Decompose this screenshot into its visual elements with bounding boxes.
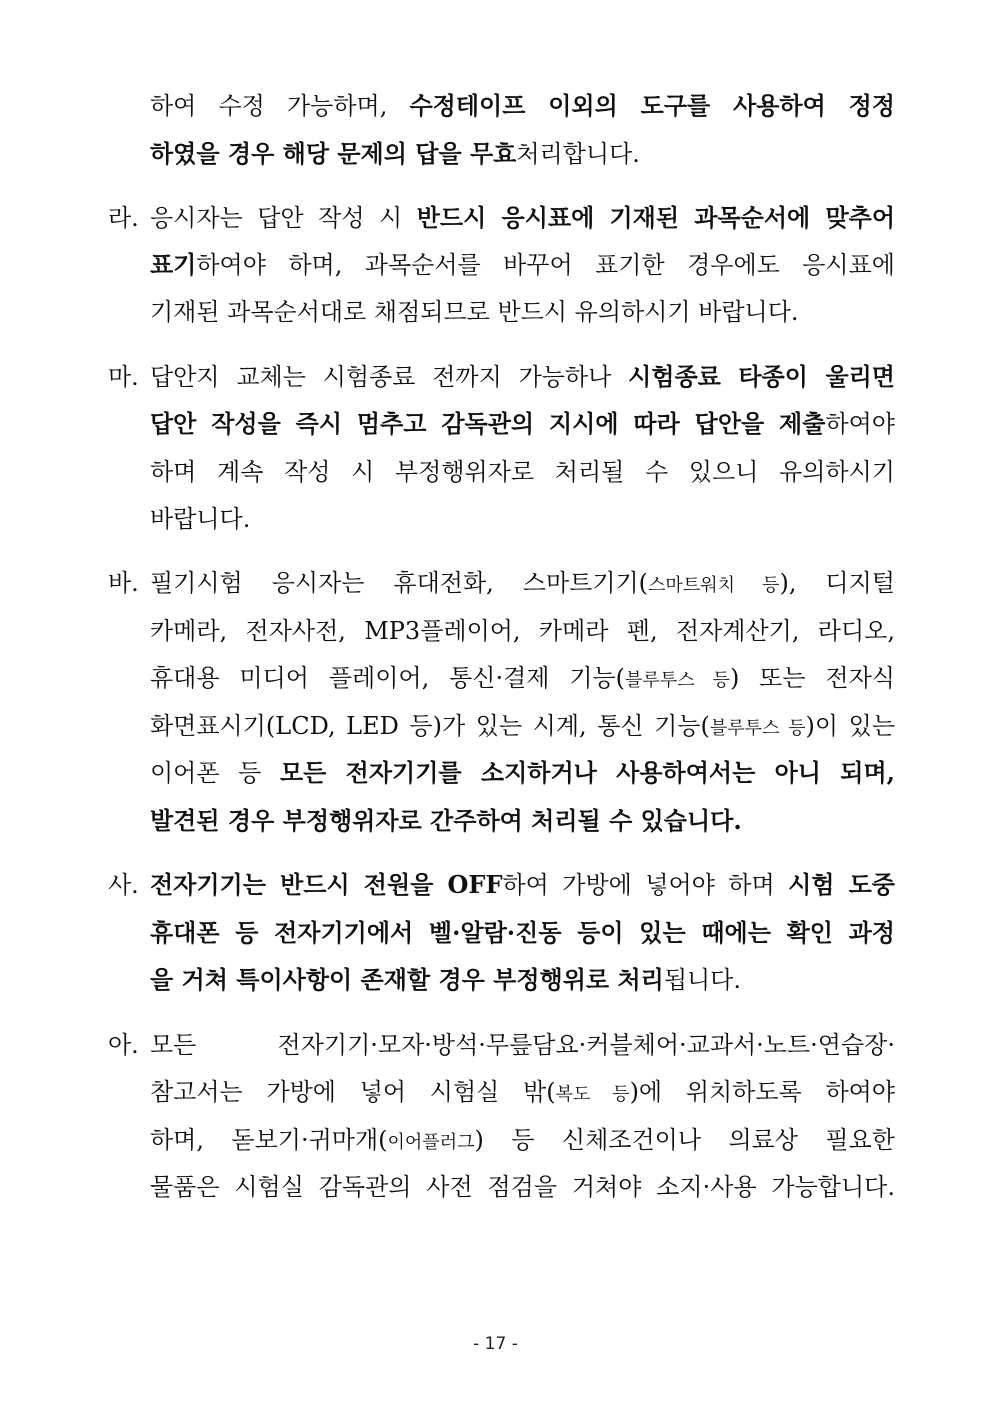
bold-text: 발견된 경우 부정행위자로 간주하여 처리될 수 있습니다. <box>150 806 742 835</box>
item-marker: 라. <box>108 204 139 232</box>
text-line <box>150 917 895 949</box>
bold-text: 시험종료 타종이 울리면 <box>628 362 895 391</box>
item-marker: 바. <box>108 569 139 597</box>
text-run: 하여야 하며, 과목순서를 바꾸어 표기한 경우에도 응시표에 <box>196 251 895 279</box>
item-marker: 사. <box>108 871 139 899</box>
text-run: )에 위치하도록 하여야 <box>629 1078 895 1106</box>
text-line <box>150 1029 895 1061</box>
text-line <box>150 408 895 440</box>
text-run: 하며 계속 작성 시 부정행위자로 처리될 수 있으니 유의하시기 <box>150 458 895 486</box>
bold-text: 휴대폰 등 전자기기에서 벨·알람·진동 등이 있는 때에는 확인 과정 <box>150 918 895 947</box>
text-run: 필기시험 응시자는 휴대전화, 스마트기기( <box>150 569 649 597</box>
text-line <box>150 249 895 281</box>
text-line <box>150 869 895 901</box>
small-text: 블루투스 등 <box>625 670 730 691</box>
bold-text: 모든 전자기기를 소지하거나 사용하여서는 아니 되며, <box>279 758 895 787</box>
text-line <box>150 805 895 837</box>
small-text: 블루투스 등 <box>709 718 806 739</box>
text-run: 답안지 교체는 시험종료 전까지 가능하나 <box>150 363 629 391</box>
text-run: 응시자는 답안 작성 시 <box>150 204 417 232</box>
text-run: 기재된 과목순서대로 채점되므로 반드시 유의하시기 바랍니다. <box>150 298 799 326</box>
bold-text: 전자기기는 반드시 전원을 OFF <box>150 870 503 899</box>
text-run: ) 또는 전자식 <box>729 664 895 692</box>
bold-text: 을 거쳐 특이사항이 존재할 경우 부정행위로 처리 <box>150 965 664 994</box>
text-run: 바랍니다. <box>150 505 251 533</box>
small-text: 복도 등 <box>555 1084 630 1105</box>
bold-text: 답안 작성을 즉시 멈추고 감독관의 지시에 따라 답안을 제출 <box>150 409 826 438</box>
text-run: ) 등 신체조건이나 의료상 필요한 <box>474 1126 895 1154</box>
text-run: 화면표시기(LCD, LED 등)가 있는 시계, 통신 기능( <box>150 712 710 740</box>
text-run: 이어폰 등 <box>150 759 280 787</box>
text-line <box>150 202 895 234</box>
text-run: 처리합니다. <box>516 140 640 168</box>
item-marker: 아. <box>108 1031 139 1059</box>
text-run: 물품은 시험실 감독관의 사전 점검을 거쳐야 소지·사용 가능합니다. <box>150 1173 895 1201</box>
text-run: 하여 수정 가능하며, <box>150 92 410 120</box>
text-line <box>150 710 895 745</box>
text-line <box>150 296 895 328</box>
text-line <box>150 503 895 535</box>
text-line <box>150 662 895 697</box>
text-run: 카메라, 전자사전, MP3플레이어, 카메라 펜, 전자계산기, 라디오, <box>150 617 895 645</box>
small-text: 스마트워치 등 <box>648 575 780 596</box>
text-line <box>150 90 895 122</box>
text-line <box>150 757 895 789</box>
text-run: 휴대용 미디어 플레이어, 통신·결제 기능( <box>150 664 626 692</box>
text-run: 됩니다. <box>663 966 741 994</box>
text-line <box>150 1171 895 1203</box>
text-run: 하여 가방에 넣어야 하며 <box>502 871 789 899</box>
text-run: 하여야 <box>825 410 895 438</box>
text-run: 모든 전자기기·모자·방석·무릎담요·커블체어·교과서·노트·연습장· <box>150 1031 895 1059</box>
page-number: - 17 - <box>473 1334 518 1354</box>
text-line <box>150 615 895 647</box>
text-line <box>150 1124 895 1159</box>
text-line <box>150 567 895 602</box>
bold-text: 수정테이프 이외의 도구를 사용하여 정정 <box>409 91 895 120</box>
bold-text: 하였을 경우 해당 문제의 답을 무효 <box>150 139 517 168</box>
text-line <box>150 456 895 488</box>
item-marker: 마. <box>108 363 139 391</box>
text-line <box>150 1076 895 1111</box>
text-run: 참고서는 가방에 넣어 시험실 밖( <box>150 1078 556 1106</box>
text-run: )이 있는 <box>805 712 895 740</box>
text-line <box>150 138 895 170</box>
small-text: 이어플러그 <box>387 1132 475 1153</box>
text-run: 하며, 돋보기·귀마개( <box>150 1126 388 1154</box>
text-line <box>150 964 895 996</box>
bold-text: 표기 <box>150 250 197 279</box>
text-run: ), 디지털 <box>779 569 895 597</box>
text-line <box>150 361 895 393</box>
bold-text: 반드시 응시표에 기재된 과목순서에 맞추어 <box>416 203 895 232</box>
bold-text: 시험 도중 <box>788 870 895 899</box>
